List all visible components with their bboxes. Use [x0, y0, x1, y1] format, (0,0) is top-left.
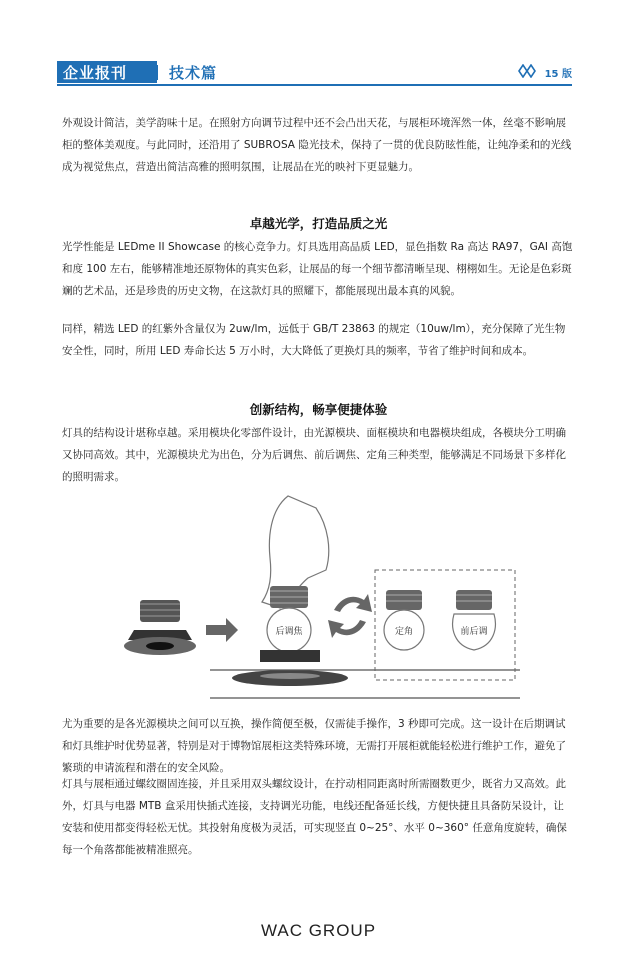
- paragraph-installation: 灯具与展柜通过螺纹圈固连接，并且采用双头螺纹设计，在拧动相同距离时所需圈数更少，既省力又高效。此外，灯具与电器 MTB 盒采用快插式连接，支持调光功能，电线还配备延长线，方便快捷且具备防呆设计，让安装和使用都变得轻松无忧。其投射角度极为灵活，可实现竖直 0~25°、水平 0~360° 任意角度旋转，确保每一个角落都能被精准照亮。: [62, 778, 567, 856]
- module-fixed-angle-icon: [384, 590, 424, 650]
- paragraph-led-safety: 同样，精选 LED 的红紫外含量仅为 2uw/lm，远低于 GB/T 23863 的规定（10uw/lm），充分保障了光生物安全性，同时，所用 LED 寿命长达 5 万小时，大大降低了更换灯具的频率，节省了维护时间和成本。: [62, 323, 566, 357]
- paragraph-optics: 光学性能是 LEDme II Showcase 的核心竞争力。灯具选用高品质 LED，显色指数 Ra 高达 RA97，GAI 高饱和度 100 左右，能够精准地还原物体的真实色彩，让展品的每一个细节都清晰呈现、栩栩如生。无论是色彩斑斓的艺术品，还是珍贵的历史文物，在这款灯具的照耀下，都能展现出最本真的风貌。: [62, 241, 573, 297]
- arrow-right-icon: [206, 618, 238, 642]
- header-section-title: 技术篇: [169, 64, 218, 82]
- header-rule: [57, 84, 572, 86]
- header-separator: [157, 65, 158, 80]
- swap-arrows-icon: [328, 594, 372, 638]
- section-heading-structure: 创新结构，畅享便捷体验: [249, 402, 388, 417]
- paragraph-intro: 外观设计简洁，美学韵味十足。在照射方向调节过程中还不会凸出天花，与展柜环境浑然一体，丝毫不影响展柜的整体美观度。与此同时，还沿用了 SUBROSA 隐光技术，保持了一贯的优良防眩性能，让纯净柔和的光线成为视觉焦点，营造出简洁高雅的照明氛围，让展品在光的映衬下更显魅力。: [62, 117, 572, 173]
- page-number: 15 版: [544, 69, 572, 80]
- module-rear-focus-icon: [267, 586, 311, 652]
- wac-logo-icon: [518, 64, 536, 78]
- header-badge-text: 企业报刊: [63, 64, 128, 82]
- section-heading-optics: 卓越光学，打造品质之光: [249, 216, 388, 231]
- paragraph-structure: 灯具的结构设计堪称卓越。采用模块化零部件设计，由光源模块、面框模块和电器模块组成，各模块分工明确又协同高效。其中，光源模块尤为出色，分为后调焦、前后调焦、定角三种类型，能够满足不同场景下多样化的照明需求。: [62, 427, 566, 483]
- paragraph-interchangeable: 尤为重要的是各光源模块之间可以互换，操作简便至极，仅需徒手操作，3 秒即可完成。这一设计在后期调试和灯具维护时优势显著，特别是对于博物馆展柜这类特殊环境，无需打开展柜就能轻松进行维护工作，避免了繁琐的申请流程和潜在的安全风险。: [62, 718, 566, 774]
- header-badge: [57, 61, 157, 83]
- figure-label-0: 后调焦: [275, 627, 303, 637]
- figure-label-2: 前后调: [460, 627, 488, 637]
- module-swap-illustration: [120, 490, 520, 705]
- figure-label-1: 定角: [394, 627, 414, 637]
- luminaire-base-icon: [232, 650, 348, 686]
- luminaire-left-icon: [124, 600, 196, 655]
- page-header: [57, 61, 572, 83]
- footer-logo: WAC GROUP: [260, 921, 377, 940]
- module-front-rear-focus-icon: [453, 590, 496, 650]
